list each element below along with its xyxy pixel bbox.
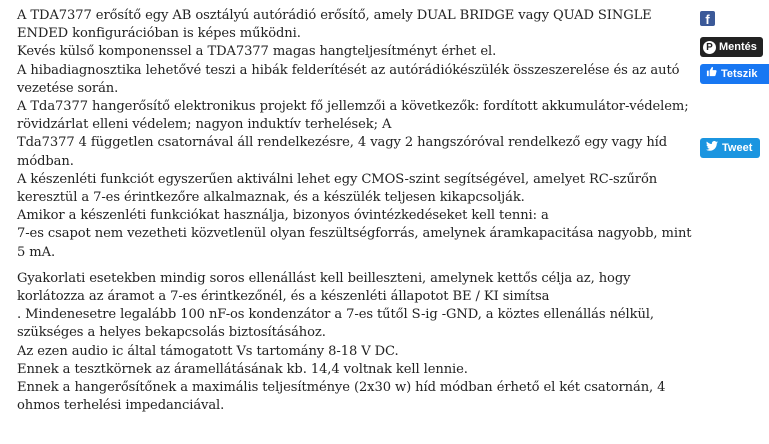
article-paragraph: 7-es csapot nem vezetheti közvetlenül olyan feszültségforrás, amelynek áramkapacitása nagyobb, mint 5 mA.	[17, 226, 692, 260]
article-paragraph: Tda7377 4 független csatornával áll rendelkezésre, 4 vagy 2 hangszóróval rendelkező egy vagy híd módban.	[17, 135, 668, 169]
twitter-bird-icon	[706, 138, 718, 158]
article-paragraph: Amikor a készenléti funkciókat használja, bizonyos óvintézkedéseket kell tenni: a	[17, 208, 549, 224]
article-paragraph: Gyakorlati esetekben mindig soros ellenállást kell beilleszteni, amelynek kettős célja az, hogy korlátozza az áramot a 7-es érintkezőnél, és a készenléti állapotot BE / KI simítsa	[17, 270, 631, 305]
thumbs-up-icon	[706, 64, 717, 84]
article-paragraph: Ennek a hangerősítőnek a maximális teljesítménye (2x30 w) híd módban érhető el két csatornán, 4 ohmos terhelési impedanciával.	[17, 380, 666, 414]
article-paragraph: Ennek a tesztkörnek az áramellátásának kb. 14,4 voltnak kell lennie.	[17, 361, 468, 377]
facebook-icon: f	[705, 12, 710, 26]
facebook-share-button[interactable]	[700, 11, 715, 26]
article-paragraph: Kevés külső komponenssel a TDA7377 magas hangteljesítményt érhet el.	[17, 44, 497, 60]
tweet-label: Tweet	[722, 142, 753, 154]
pinterest-save-button[interactable]	[700, 37, 763, 57]
facebook-like-label: Tetszik	[721, 68, 758, 80]
article-paragraph: Az ezen audio ic által támogatott Vs tartomány 8-18 V DC.	[17, 343, 399, 359]
article-body	[17, 7, 697, 415]
facebook-like-button[interactable]	[700, 64, 769, 84]
pinterest-save-label: Mentés	[719, 41, 757, 53]
article-paragraph: A készenléti funkciót egyszerűen aktiválni lehet egy CMOS-szint segítségével, amelyet RC-szűrőn keresztül a 7-es érintkezőre alkalmaznak, és a készülék teljesen kikapcsolják.	[17, 171, 658, 206]
article-paragraph: A Tda7377 hangerősítő elektronikus projekt fő jellemzői a következők: fordított akkumulátor-védelem; rövidzárlat elleni védelem; nagyon induktív terhelések; A	[17, 99, 689, 133]
article-paragraph: A TDA7377 erősítő egy AB osztályú autórádió erősítő, amely DUAL BRIDGE vagy QUAD SINGLE ENDED konfigurációban is képes működni.	[17, 8, 652, 42]
pinterest-icon: P	[703, 41, 716, 54]
tweet-button[interactable]	[700, 138, 760, 158]
article-paragraph: . Mindenesetre legalább 100 nF-os kondenzátor a 7-es tűtől S-ig -GND, a köztes ellenállás nélkül, szükséges a helyes bekapcsolás biztosításához.	[17, 307, 654, 341]
article-paragraph: A hibadiagnosztika lehetővé teszi a hibák felderítését az autórádiókészülék összeszerelése és az autó vezetése során.	[17, 62, 680, 96]
